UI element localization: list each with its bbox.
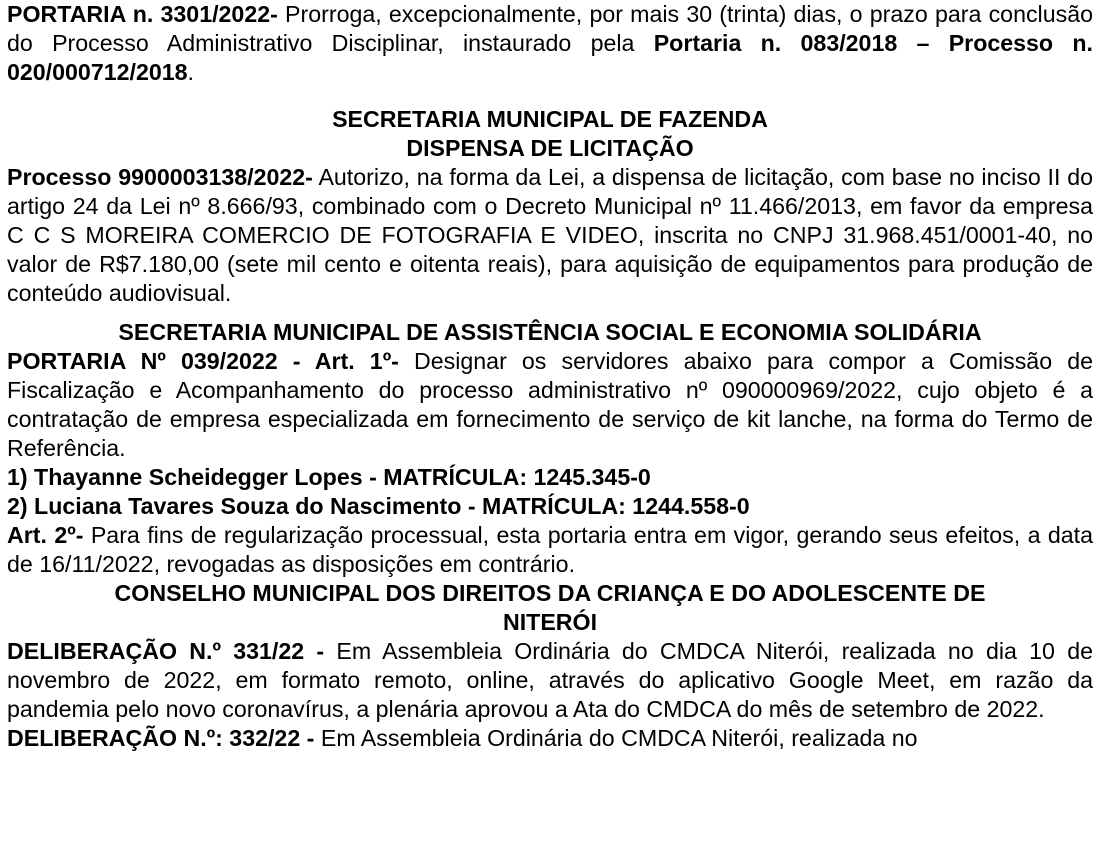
deliberacao-332-paragraph [7,724,1093,753]
deliberacao-331-lead: DELIBERAÇÃO N.º 331/22 - [7,638,325,664]
deliberacao-331-paragraph [7,637,1093,724]
section-heading-cmdca-line2: NITERÓI [502,609,598,635]
section-heading-assistencia: SECRETARIA MUNICIPAL DE ASSISTÊNCIA SOCIAL E ECONOMIA SOLIDÁRIA [118,319,982,345]
list-item: 2) Luciana Tavares Souza do Nascimento - MATRÍCULA: 1244.558-0 [7,493,750,519]
list-item: 1) Thayanne Scheidegger Lopes - MATRÍCULA: 1245.345-0 [7,464,651,490]
section-heading-fazenda: SECRETARIA MUNICIPAL DE FAZENDA [332,106,768,132]
portaria-039-paragraph [7,347,1093,463]
portaria-3301-paragraph [7,0,1093,87]
spacer [7,87,1093,105]
art2-lead: Art. 2º- [7,522,84,548]
portaria-039-text: Designar os servidores abaixo para compor a Comissão de Fiscalização e Acompanhamento do processo administrativo nº 090000969/2022, cujo objeto é a contratação de empresa especializada em fornecimento de serviço de kit lanche, na forma do Termo de Referência. [7,348,1093,461]
section-heading-cmdca-line1: CONSELHO MUNICIPAL DOS DIREITOS DA CRIANÇA E DO ADOLESCENTE DE [114,580,986,606]
processo-lead: Processo 9900003138/2022- [7,164,313,190]
portaria-3301-end: . [187,59,194,85]
portaria-3301-text: Prorroga, excepcionalmente, por mais 30 (trinta) dias, o prazo para conclusão do Processo Administrativo Disciplinar, instaurado pela [7,1,1093,56]
section-subheading-dispensa: DISPENSA DE LICITAÇÃO [406,135,694,161]
portaria-3301-lead: PORTARIA n. 3301/2022- [7,1,278,27]
processo-9900003138-paragraph [7,163,1093,308]
portaria-039-lead: PORTARIA Nº 039/2022 - Art. 1º- [7,348,399,374]
deliberacao-332-text: Em Assembleia Ordinária do CMDCA Niterói, realizada no [314,725,918,751]
portaria-083-reference: Portaria n. 083/2018 – Processo n. 020/000712/2018 [7,30,1093,85]
art2-text: Para fins de regularização processual, esta portaria entra em vigor, gerando seus efeitos, a data de 16/11/2022, revogadas as disposições em contrário. [7,522,1093,577]
art2-paragraph [7,521,1093,579]
spacer [7,308,1093,318]
processo-text: Autorizo, na forma da Lei, a dispensa de licitação, com base no inciso II do artigo 24 da Lei nº 8.666/93, combinado com o Decreto Municipal nº 11.466/2013, em favor da empresa C C S MOREIRA COMERCIO DE FOTOGRAFIA E VIDEO, inscrita no CNPJ 31.968.451/0001-40, no valor de R$7.180,00 (sete mil cento e oitenta reais), para aquisição de equipamentos para produção de conteúdo audiovisual. [7,164,1093,306]
deliberacao-331-text: Em Assembleia Ordinária do CMDCA Niterói, realizada no dia 10 de novembro de 2022, em formato remoto, online, através do aplicativo Google Meet, em razão da pandemia pelo novo coronavírus, a plenária aprovou a Ata do CMDCA do mês de setembro de 2022. [7,638,1093,722]
deliberacao-332-lead: DELIBERAÇÃO N.º: 332/22 - [7,725,315,751]
